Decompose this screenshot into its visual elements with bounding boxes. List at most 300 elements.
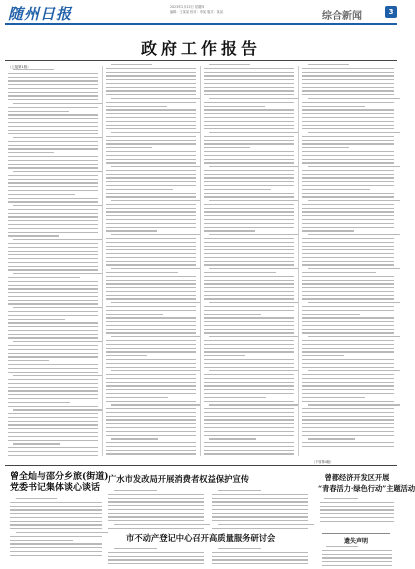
- text-line: [302, 355, 344, 356]
- text-line: [8, 254, 98, 255]
- text-line: [204, 442, 294, 443]
- text-line: [302, 189, 370, 190]
- text-line: [8, 243, 98, 244]
- text-line: [209, 98, 299, 99]
- text-line: [209, 64, 250, 65]
- text-line: [8, 156, 98, 157]
- text-line: [322, 554, 392, 555]
- text-line: [308, 64, 349, 65]
- text-line: [302, 385, 394, 386]
- text-line: [218, 548, 261, 549]
- text-line: [204, 261, 294, 262]
- text-line: [209, 200, 299, 201]
- text-line: [204, 193, 294, 194]
- report-column-3: [204, 64, 294, 457]
- text-line: [8, 288, 98, 289]
- text-line: [106, 215, 196, 216]
- text-line: [204, 128, 294, 129]
- text-line: [212, 509, 308, 510]
- text-line: [302, 196, 394, 197]
- text-line: [8, 345, 98, 346]
- text-line: [204, 298, 294, 299]
- text-line: [204, 291, 294, 292]
- text-line: [302, 121, 394, 122]
- story-headline: 曾全灿与邵分乡旅(街道) 党委书记集体谈心谈话: [10, 472, 109, 493]
- text-line: [114, 490, 157, 491]
- text-line: [8, 315, 98, 316]
- text-line: [308, 200, 400, 201]
- text-line: [106, 295, 196, 296]
- text-line: [302, 230, 354, 231]
- text-line: [302, 109, 394, 110]
- text-line: [204, 189, 271, 190]
- text-line: [212, 528, 308, 529]
- text-line: [308, 166, 400, 167]
- column-divider: [200, 66, 201, 456]
- notice-text: [322, 546, 392, 569]
- page-number-badge: 3: [385, 6, 397, 18]
- text-line: [8, 133, 98, 134]
- report-column-4: [302, 64, 394, 450]
- text-line: [204, 344, 294, 345]
- text-line: [204, 109, 294, 110]
- text-line: [8, 175, 98, 176]
- text-line: [204, 317, 294, 318]
- text-line: [8, 447, 98, 448]
- text-line: [204, 143, 294, 144]
- text-line: [204, 121, 294, 122]
- text-line: [106, 68, 196, 69]
- text-line: [8, 160, 98, 161]
- text-line: [106, 393, 196, 394]
- text-line: [106, 363, 196, 364]
- text-line: [106, 87, 196, 88]
- text-line: [16, 498, 57, 499]
- text-line: [302, 261, 394, 262]
- text-line: [108, 498, 204, 499]
- text-line: [302, 442, 394, 443]
- text-line: [204, 151, 294, 152]
- text-line: [308, 370, 400, 371]
- text-line: [302, 423, 394, 424]
- column-divider: [102, 66, 103, 456]
- text-line: [8, 198, 98, 199]
- text-line: [13, 171, 103, 172]
- text-line: [106, 196, 196, 197]
- text-line: [209, 438, 256, 439]
- text-line: [204, 321, 294, 322]
- text-line: [212, 563, 308, 564]
- text-line: [108, 563, 204, 564]
- text-line: [302, 113, 394, 114]
- text-line: [302, 351, 394, 352]
- text-line: [204, 423, 294, 424]
- text-line: [212, 552, 308, 553]
- text-line: [106, 446, 196, 447]
- text-line: [13, 103, 103, 104]
- text-line: [204, 374, 294, 375]
- text-line: [106, 174, 196, 175]
- text-line: [204, 90, 294, 91]
- text-line: [204, 83, 294, 84]
- text-line: [308, 234, 400, 235]
- text-line: [8, 213, 98, 214]
- text-line: [302, 128, 394, 129]
- text-line: [111, 268, 201, 269]
- text-line: [106, 109, 196, 110]
- text-line: [8, 368, 98, 369]
- text-line: [204, 162, 294, 163]
- text-line: [204, 204, 294, 205]
- text-line: [212, 505, 308, 506]
- text-line: [204, 295, 294, 296]
- text-line: [302, 314, 360, 315]
- text-line: [106, 177, 196, 178]
- text-line: [8, 130, 98, 131]
- text-line: [13, 239, 103, 240]
- text-line: [204, 181, 294, 182]
- text-line: [8, 186, 98, 187]
- text-line: [204, 238, 294, 239]
- text-line: [302, 87, 394, 88]
- text-line: [308, 302, 400, 303]
- text-line: [302, 83, 394, 84]
- text-line: [106, 181, 196, 182]
- text-line: [8, 364, 98, 365]
- text-line: [302, 253, 394, 254]
- text-line: [302, 264, 394, 265]
- text-line: [322, 557, 392, 558]
- text-line: [212, 556, 308, 557]
- text-line: [13, 137, 103, 138]
- text-line: [8, 326, 98, 327]
- text-line: [302, 412, 394, 413]
- text-line: [106, 325, 196, 326]
- text-line: [106, 397, 168, 398]
- text-line: [106, 155, 196, 156]
- text-line: [106, 412, 196, 413]
- text-line: [204, 416, 294, 417]
- text-line: [8, 266, 98, 267]
- text-line: [324, 498, 357, 499]
- text-line: [8, 436, 98, 437]
- text-line: [302, 416, 394, 417]
- text-line: [106, 344, 196, 345]
- text-line: [302, 359, 394, 360]
- text-line: [302, 280, 394, 281]
- text-line: [8, 353, 98, 354]
- story-text: [320, 498, 394, 524]
- text-line: [302, 242, 394, 243]
- text-line: [106, 453, 196, 454]
- text-line: [204, 280, 294, 281]
- text-line: [8, 421, 98, 422]
- text-line: [204, 140, 294, 141]
- text-line: [8, 99, 98, 100]
- text-line: [302, 408, 394, 409]
- text-line: [106, 151, 196, 152]
- text-line: [204, 106, 265, 107]
- text-line: [8, 235, 59, 236]
- text-line: [108, 509, 204, 510]
- text-line: [302, 147, 349, 148]
- text-line: [106, 329, 196, 330]
- text-line: [8, 92, 98, 93]
- text-line: [8, 398, 98, 399]
- text-line: [106, 253, 196, 254]
- text-line: [8, 379, 98, 380]
- text-line: [204, 332, 294, 333]
- text-line: [302, 185, 394, 186]
- text-line: [106, 450, 196, 451]
- text-line: [106, 170, 196, 171]
- text-line: [106, 121, 196, 122]
- text-line: [204, 310, 294, 311]
- text-line: [209, 302, 299, 303]
- text-line: [302, 72, 394, 73]
- text-line: [209, 268, 299, 269]
- text-line: [106, 238, 196, 239]
- text-line: [16, 532, 108, 533]
- text-line: [302, 321, 394, 322]
- text-line: [106, 227, 196, 228]
- text-line: [204, 325, 294, 326]
- story-text: [212, 490, 308, 532]
- story-text: [10, 498, 102, 559]
- text-line: [108, 501, 204, 502]
- text-line: [302, 75, 394, 76]
- text-line: [106, 143, 196, 144]
- text-line: [204, 412, 294, 413]
- text-line: [10, 551, 102, 552]
- text-line: [106, 230, 157, 231]
- text-line: [106, 321, 196, 322]
- text-line: [302, 170, 394, 171]
- text-line: [204, 348, 294, 349]
- text-line: [13, 205, 103, 206]
- text-line: [302, 325, 394, 326]
- text-line: [8, 277, 80, 278]
- text-line: [106, 351, 196, 352]
- text-line: [326, 546, 358, 547]
- text-line: [106, 90, 196, 91]
- text-line: [106, 208, 196, 209]
- text-line: [302, 367, 394, 368]
- text-line: [302, 332, 394, 333]
- text-line: [106, 219, 196, 220]
- text-line: [108, 516, 204, 517]
- text-line: [204, 427, 294, 428]
- text-line: [111, 166, 201, 167]
- text-line: [8, 285, 98, 286]
- header-rule: [5, 23, 397, 25]
- text-line: [8, 247, 98, 248]
- text-line: [10, 506, 102, 507]
- text-line: [13, 409, 103, 410]
- text-line: [204, 351, 294, 352]
- text-line: [204, 389, 294, 390]
- text-line: [212, 520, 308, 521]
- story-headline: 曾都经济开发区开展 “青春活力·绿色行动”主题活动: [318, 473, 415, 493]
- text-line: [8, 107, 98, 108]
- text-line: [8, 126, 98, 127]
- text-line: [320, 517, 394, 518]
- text-line: [114, 524, 210, 525]
- text-line: [8, 220, 98, 221]
- text-line: [106, 113, 196, 114]
- text-line: [8, 383, 98, 384]
- text-line: [320, 506, 394, 507]
- text-line: [204, 382, 294, 383]
- text-line: [8, 281, 98, 282]
- text-line: [302, 397, 365, 398]
- report-title: 政府工作报告: [140, 39, 261, 58]
- text-line: [106, 102, 196, 103]
- text-line: [106, 193, 196, 194]
- text-line: [204, 276, 294, 277]
- text-line: [8, 372, 98, 373]
- text-line: [8, 141, 98, 142]
- text-line: [106, 83, 196, 84]
- column-text: [8, 69, 98, 456]
- text-line: [111, 370, 201, 371]
- text-line: [204, 249, 294, 250]
- text-line: [8, 311, 98, 312]
- text-line: [302, 94, 394, 95]
- text-line: [111, 98, 201, 99]
- text-line: [302, 295, 394, 296]
- text-line: [8, 148, 98, 149]
- text-line: [10, 543, 102, 544]
- text-line: [111, 200, 201, 201]
- text-line: [204, 117, 294, 118]
- text-line: [302, 378, 394, 379]
- text-line: [302, 155, 394, 156]
- text-line: [302, 204, 394, 205]
- text-line: [302, 276, 394, 277]
- text-line: [8, 73, 98, 74]
- text-line: [8, 111, 69, 112]
- text-line: [302, 246, 394, 247]
- text-line: [8, 164, 98, 165]
- text-line: [302, 193, 394, 194]
- text-line: [302, 215, 394, 216]
- text-line: [204, 408, 294, 409]
- text-line: [8, 322, 98, 323]
- text-line: [302, 151, 394, 152]
- text-line: [302, 283, 394, 284]
- text-line: [106, 75, 196, 76]
- text-line: [204, 227, 294, 228]
- text-line: [8, 251, 98, 252]
- text-line: [204, 431, 294, 432]
- text-line: [8, 224, 98, 225]
- continue-note: （下转第4版）: [312, 460, 334, 464]
- text-line: [8, 440, 98, 441]
- story-text: [108, 548, 204, 567]
- text-line: [204, 253, 294, 254]
- story-text: [108, 490, 204, 532]
- text-line: [8, 330, 98, 331]
- text-line: [8, 216, 98, 217]
- text-line: [209, 234, 299, 235]
- text-line: [308, 132, 400, 133]
- text-line: [8, 292, 98, 293]
- masthead-nameplate: 随州日报: [8, 5, 73, 23]
- editor-credits: 编辑：王某某 校对：李某 版式：某某: [170, 10, 224, 14]
- text-line: [204, 102, 294, 103]
- text-line: [204, 196, 294, 197]
- text-line: [204, 329, 294, 330]
- text-line: [204, 94, 294, 95]
- text-line: [13, 273, 103, 274]
- text-line: [106, 276, 196, 277]
- text-line: [204, 155, 294, 156]
- text-line: [106, 427, 196, 428]
- text-line: [302, 238, 394, 239]
- text-line: [308, 336, 400, 337]
- text-line: [204, 75, 294, 76]
- text-line: [106, 348, 196, 349]
- report-column-1: [8, 64, 98, 458]
- issue-date: 2023年2月23日 星期四: [170, 5, 205, 9]
- text-line: [204, 363, 294, 364]
- text-line: [8, 84, 98, 85]
- text-line: [106, 310, 196, 311]
- text-line: [204, 125, 294, 126]
- text-line: [302, 208, 394, 209]
- text-line: [204, 170, 294, 171]
- text-line: [13, 307, 103, 308]
- text-line: [8, 417, 98, 418]
- text-line: [302, 382, 394, 383]
- text-line: [13, 375, 103, 376]
- text-line: [111, 64, 152, 65]
- text-line: [204, 287, 294, 288]
- text-line: [204, 113, 294, 114]
- text-line: [8, 190, 98, 191]
- text-line: [8, 424, 98, 425]
- text-line: [209, 132, 299, 133]
- text-line: [302, 374, 394, 375]
- text-line: [106, 431, 196, 432]
- text-line: [302, 211, 394, 212]
- text-line: [106, 272, 178, 273]
- text-line: [106, 159, 196, 160]
- text-line: [106, 332, 196, 333]
- text-line: [8, 179, 98, 180]
- text-line: [204, 174, 294, 175]
- text-line: [204, 435, 294, 436]
- text-line: [204, 72, 294, 73]
- text-line: [108, 513, 204, 514]
- text-line: [204, 257, 294, 258]
- text-line: [106, 359, 196, 360]
- text-line: [302, 162, 394, 163]
- text-line: [10, 547, 102, 548]
- text-line: [204, 177, 294, 178]
- text-line: [8, 455, 98, 456]
- text-line: [320, 513, 394, 514]
- text-line: [10, 540, 73, 541]
- text-line: [204, 393, 294, 394]
- text-line: [8, 182, 98, 183]
- bottom-section-rule: [5, 465, 397, 466]
- text-line: [302, 427, 394, 428]
- text-line: [8, 152, 54, 153]
- text-line: [302, 419, 394, 420]
- text-line: [106, 355, 147, 356]
